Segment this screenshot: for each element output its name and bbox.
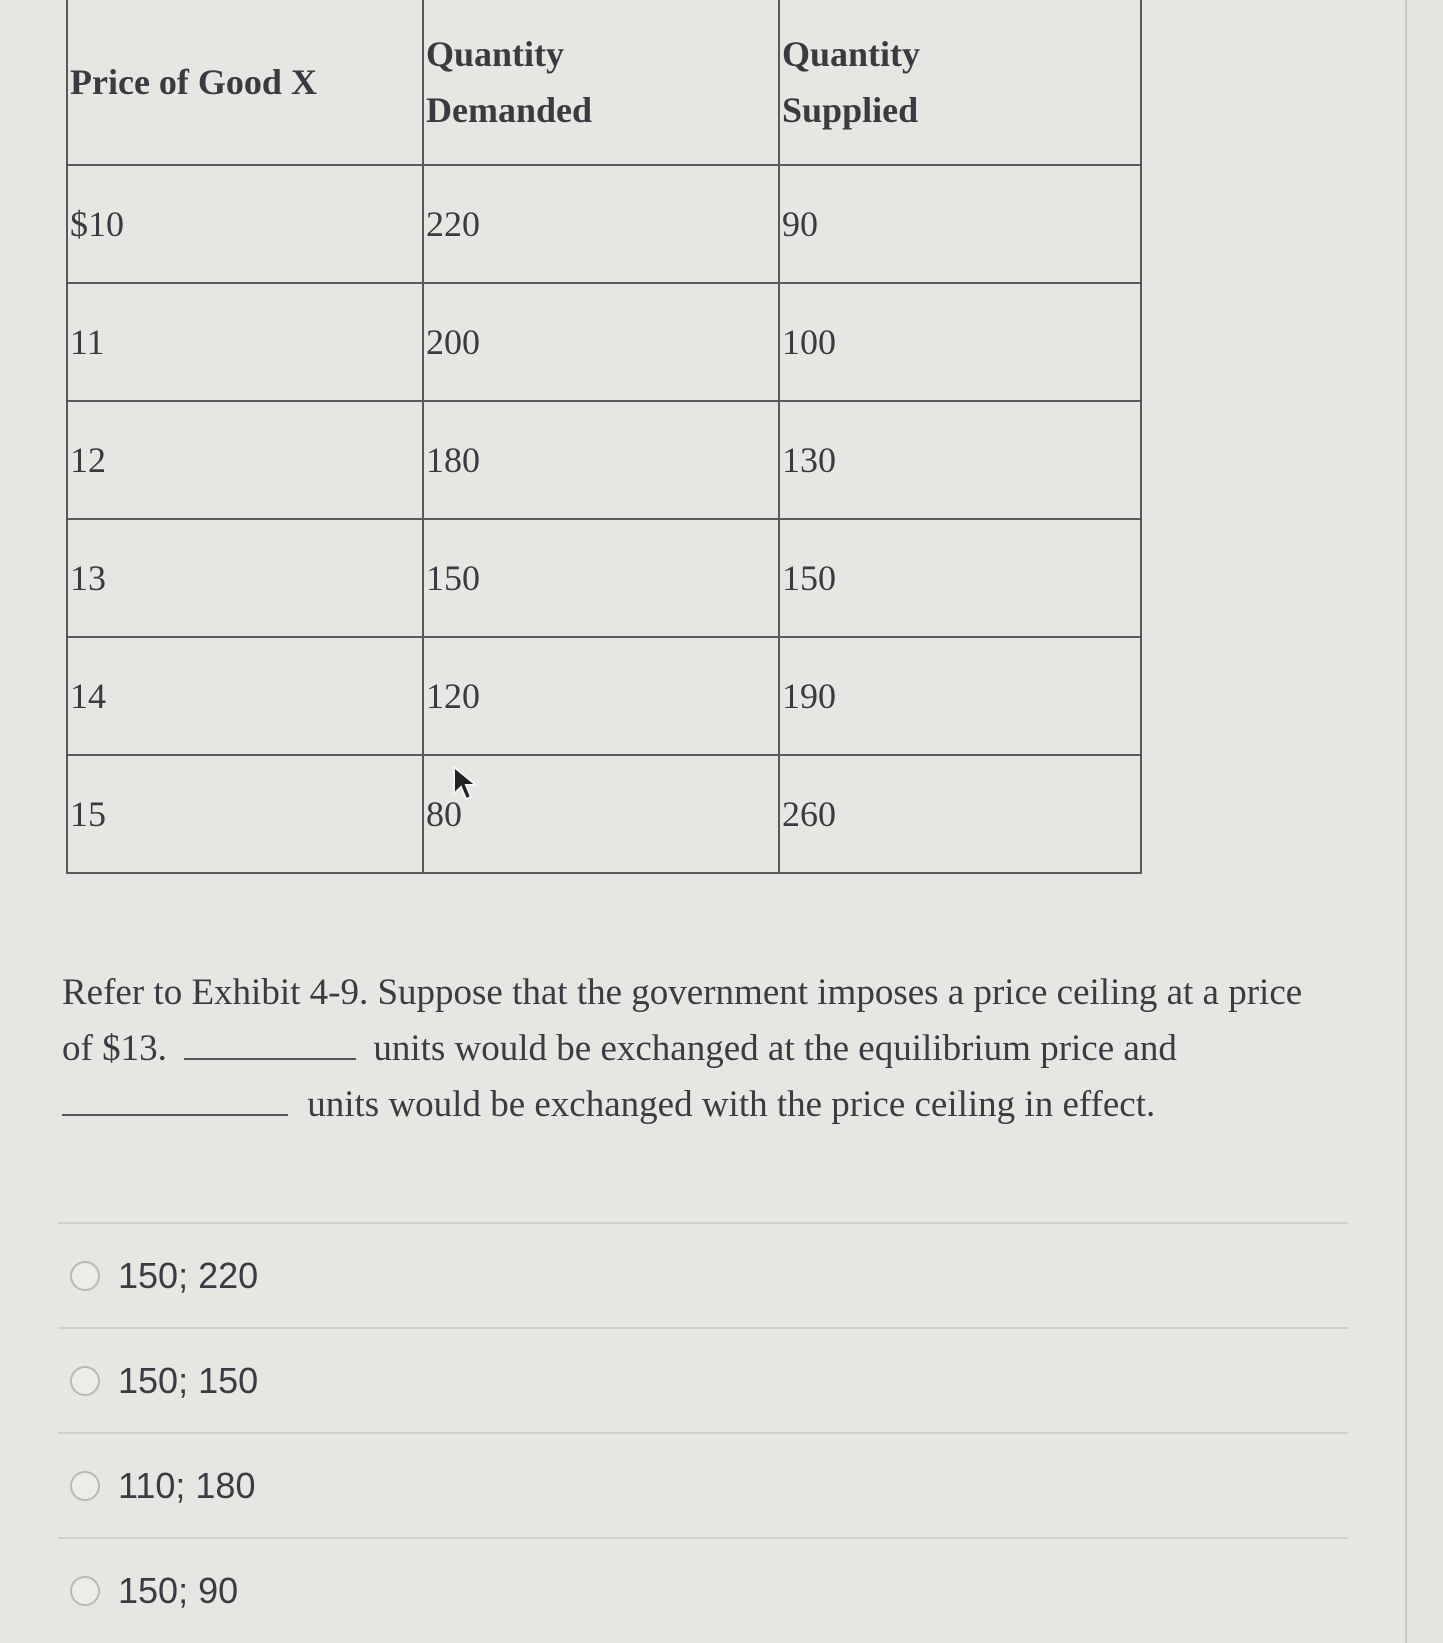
supplied-cell: 100	[779, 283, 1141, 401]
option-3[interactable]	[58, 1432, 1348, 1537]
table-header-row	[67, 0, 1141, 165]
table-row	[67, 165, 1141, 283]
option-4[interactable]	[58, 1537, 1348, 1642]
supplied-cell: 130	[779, 401, 1141, 519]
price-cell: 15	[67, 755, 423, 873]
table-row	[67, 637, 1141, 755]
page-margin	[1407, 0, 1443, 1643]
table-row	[67, 401, 1141, 519]
option-label: 110; 180	[118, 1464, 256, 1506]
option-1[interactable]	[58, 1222, 1348, 1327]
answer-blank-2	[62, 1113, 288, 1116]
radio-unchecked-icon[interactable]	[70, 1576, 100, 1606]
demanded-cell: 80	[423, 755, 779, 873]
option-2[interactable]	[58, 1327, 1348, 1432]
exhibit-table	[66, 0, 1142, 874]
option-label: 150; 90	[118, 1569, 239, 1611]
demanded-cell: 220	[423, 165, 779, 283]
price-cell: $10	[67, 165, 423, 283]
price-cell: 13	[67, 519, 423, 637]
answer-blank-1	[184, 1057, 356, 1060]
supplied-cell: 90	[779, 165, 1141, 283]
option-label: 150; 220	[118, 1254, 259, 1296]
question-text	[62, 965, 1322, 1133]
table-row	[67, 283, 1141, 401]
price-cell: 14	[67, 637, 423, 755]
demanded-cell: 200	[423, 283, 779, 401]
demanded-cell: 180	[423, 401, 779, 519]
price-cell: 12	[67, 401, 423, 519]
question-part2: units would be exchanged at the equilibrium price and	[373, 1028, 1177, 1069]
header-price: Price of Good X	[67, 0, 423, 165]
header-quantity-supplied: Quantity Supplied	[779, 0, 1141, 165]
answer-options	[58, 1222, 1348, 1642]
table-row	[67, 519, 1141, 637]
mouse-pointer-icon	[452, 766, 478, 802]
demanded-cell: 120	[423, 637, 779, 755]
demanded-cell: 150	[423, 519, 779, 637]
price-cell: 11	[67, 283, 423, 401]
radio-unchecked-icon[interactable]	[70, 1366, 100, 1396]
supplied-cell: 150	[779, 519, 1141, 637]
radio-unchecked-icon[interactable]	[70, 1471, 100, 1501]
option-label: 150; 150	[118, 1359, 259, 1401]
radio-unchecked-icon[interactable]	[70, 1261, 100, 1291]
supplied-cell: 260	[779, 755, 1141, 873]
header-quantity-demanded: Quantity Demanded	[423, 0, 779, 165]
question-part1: Refer to Exhibit 4-9. Suppose that the government imposes a price ceiling at a price of $13.	[62, 972, 1303, 1069]
supplied-cell: 190	[779, 637, 1141, 755]
table-row	[67, 755, 1141, 873]
question-part3: units would be exchanged with the price ceiling in effect.	[307, 1084, 1156, 1125]
